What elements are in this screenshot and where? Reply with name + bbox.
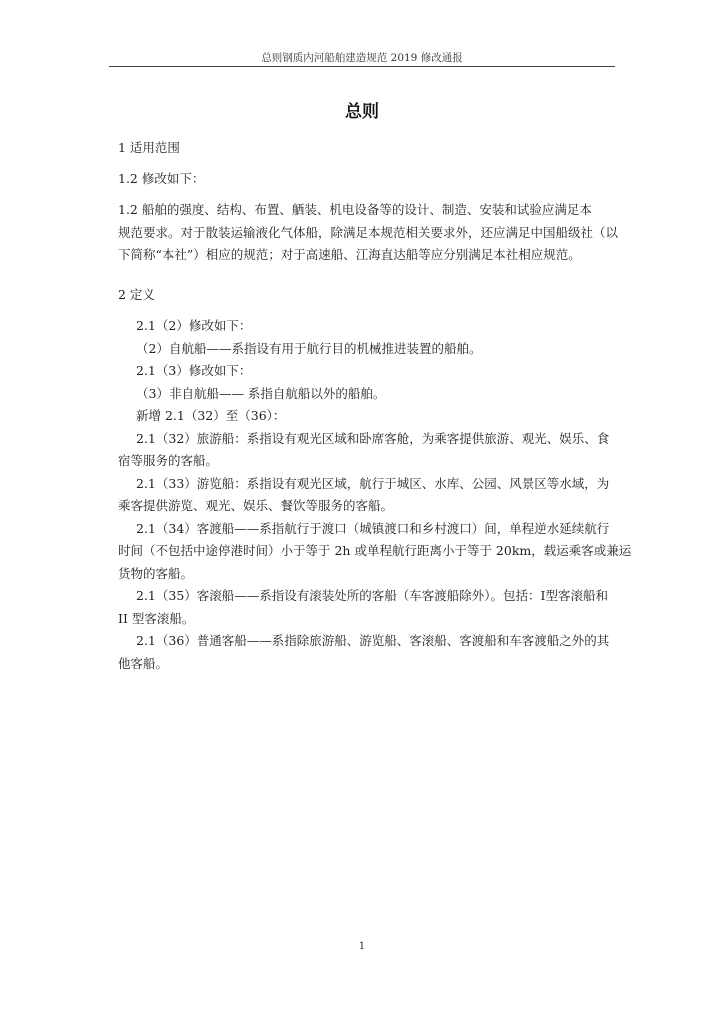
definition-line: （3）非自航船—— 系指自航船以外的船舶。 bbox=[136, 385, 386, 401]
definition-32-cont: 宿等服务的客船。 bbox=[118, 453, 219, 468]
section-2-heading: 2 定义 bbox=[118, 287, 155, 302]
paragraph-line: 下简称“本社”）相应的规范；对于高速船、江海直达船等应分别满足本社相应规范。 bbox=[118, 247, 581, 262]
definition-34-cont: 时间（不包括中途停港时间）小于等于 2h 或单程航行距离小于等于 20km，载运乘客或兼运 bbox=[118, 543, 632, 558]
definition-36: 2.1（36）普通客船——系指除旅游船、游览船、客滚船、客渡船和车客渡船之外的其 bbox=[136, 633, 610, 648]
page-title: 总则 bbox=[345, 102, 379, 122]
section-2-items bbox=[118, 315, 632, 675]
definition-33: 2.1（33）游览船：系指设有观光区域，航行于城区、水库、公园、风景区等水域，为 bbox=[136, 475, 610, 491]
paragraph-line: 1.2 船舶的强度、结构、布置、舾装、机电设备等的设计、制造、安装和试验应满足本 bbox=[118, 202, 592, 217]
definition-32: 2.1（32）旅游船：系指设有观光区域和卧席客舱，为乘客提供旅游、观光、娱乐、食 bbox=[136, 430, 610, 446]
paragraph-line: 规范要求。对于散装运输液化气体船，除满足本规范相关要求外，还应满足中国船级社（以 bbox=[118, 224, 619, 240]
definition-33-cont: 乘客提供游览、观光、娱乐、餐饮等服务的客船。 bbox=[118, 498, 394, 513]
running-header: 总则钢质内河船舶建造规范 2019 修改通报 bbox=[261, 52, 463, 64]
section-1-heading: 1 适用范围 bbox=[118, 140, 180, 155]
definition-35-cont: II 型客滚船。 bbox=[118, 610, 195, 626]
definition-line: 2.1（2）修改如下： bbox=[136, 318, 252, 333]
section-1-paragraph bbox=[118, 199, 619, 267]
header-rule bbox=[109, 66, 615, 67]
definition-line: （2）自航船——系指设有用于航行目的机械推进装置的船舶。 bbox=[136, 340, 482, 356]
definition-line: 新增 2.1（32）至（36）： bbox=[136, 408, 286, 423]
definition-34: 2.1（34）客渡船——系指航行于渡口（城镇渡口和乡村渡口）间，单程逆水延续航行 bbox=[136, 520, 610, 536]
definition-34-cont: 货物的客船。 bbox=[118, 565, 194, 581]
definition-36-cont: 他客船。 bbox=[118, 655, 169, 671]
definition-35: 2.1（35）客滚船——系指设有滚装处所的客船（车客渡船除外）。包括：Ⅰ型客滚船和 bbox=[136, 588, 608, 603]
section-1-sub: 1.2 修改如下： bbox=[118, 171, 205, 186]
definition-line: 2.1（3）修改如下： bbox=[136, 363, 252, 378]
page-number: 1 bbox=[358, 940, 366, 952]
